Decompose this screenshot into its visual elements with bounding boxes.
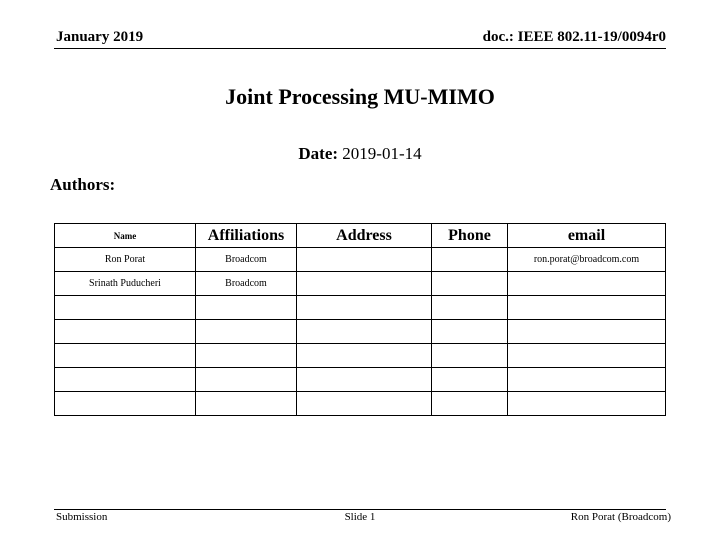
cell-affiliation (196, 320, 297, 344)
cell-phone (432, 392, 508, 416)
column-header-affiliations: Affiliations (196, 224, 297, 248)
cell-address (297, 392, 432, 416)
cell-email (508, 272, 666, 296)
cell-email (508, 368, 666, 392)
table-row (55, 344, 666, 368)
footer-submission: Submission (56, 511, 108, 523)
cell-name (55, 392, 196, 416)
footer-slide-number: Slide 1 (344, 511, 376, 523)
date-line (0, 144, 720, 164)
date-label: Date: (298, 144, 339, 163)
cell-email (508, 344, 666, 368)
cell-email (508, 392, 666, 416)
cell-address (297, 344, 432, 368)
cell-phone (432, 272, 508, 296)
header-doc-id: doc.: IEEE 802.11-19/0094r0 (482, 29, 666, 45)
column-header-email: email (508, 224, 666, 248)
table-row (55, 368, 666, 392)
authors-label: Authors: (50, 175, 116, 194)
date-value: 2019-01-14 (342, 144, 422, 163)
cell-address (297, 320, 432, 344)
cell-phone (432, 368, 508, 392)
column-header-address: Address (297, 224, 432, 248)
cell-phone (432, 248, 508, 272)
table-header-row (55, 224, 666, 248)
cell-email (508, 320, 666, 344)
cell-affiliation: Broadcom (196, 272, 297, 296)
cell-email (508, 296, 666, 320)
cell-name (55, 296, 196, 320)
cell-phone (432, 320, 508, 344)
table-row (55, 248, 666, 272)
cell-name (55, 368, 196, 392)
cell-address (297, 296, 432, 320)
cell-name: Ron Porat (55, 248, 196, 272)
column-header-phone: Phone (432, 224, 508, 248)
cell-name (55, 344, 196, 368)
table-row (55, 296, 666, 320)
cell-email: ron.porat@broadcom.com (508, 248, 666, 272)
slide-title: Joint Processing MU-MIMO (225, 84, 495, 109)
cell-phone (432, 344, 508, 368)
cell-address (297, 272, 432, 296)
cell-address (297, 248, 432, 272)
table-row (55, 272, 666, 296)
cell-affiliation (196, 296, 297, 320)
authors-table (54, 223, 666, 416)
footer-divider (54, 509, 666, 510)
cell-affiliation (196, 368, 297, 392)
cell-address (297, 368, 432, 392)
table-row (55, 320, 666, 344)
cell-affiliation (196, 392, 297, 416)
header-divider (54, 48, 666, 49)
cell-name (55, 320, 196, 344)
column-header-name: Name (55, 224, 196, 248)
cell-name: Srinath Puducheri (55, 272, 196, 296)
cell-affiliation: Broadcom (196, 248, 297, 272)
cell-affiliation (196, 344, 297, 368)
table-row (55, 392, 666, 416)
cell-phone (432, 296, 508, 320)
footer-author: Ron Porat (Broadcom) (570, 511, 671, 523)
header-date: January 2019 (56, 29, 144, 45)
